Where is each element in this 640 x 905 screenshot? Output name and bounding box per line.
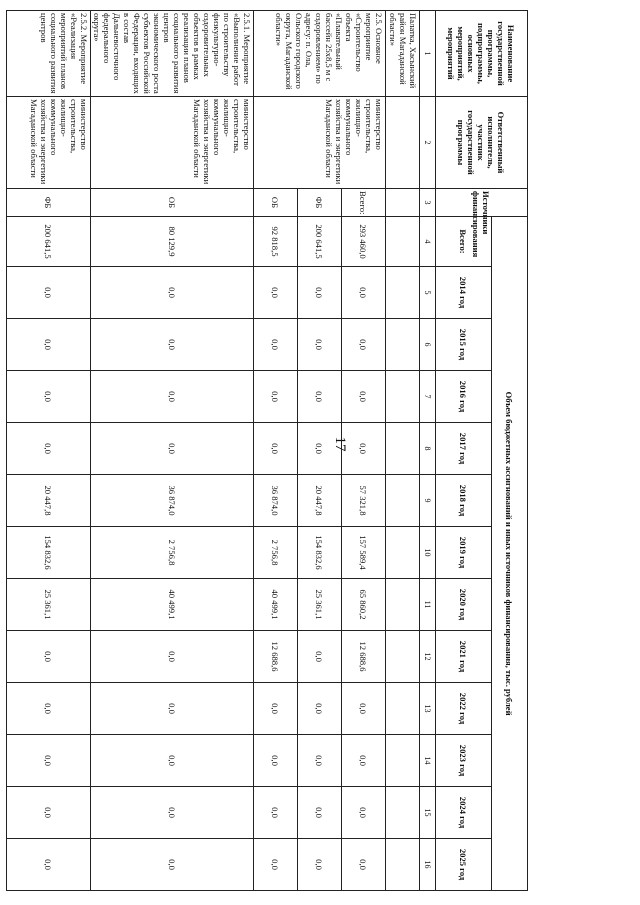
header-executor: Ответственный исполнитель, участник государственной программы — [436, 97, 528, 189]
row-value — [386, 267, 420, 319]
page-number: 17 — [332, 436, 348, 452]
row-value: 0,0 — [298, 839, 342, 891]
row-value: 0,0 — [342, 787, 386, 839]
header-year: 2021 год — [436, 631, 492, 683]
row-value: 40 499,1 — [91, 579, 254, 631]
column-index: 4 — [420, 217, 436, 267]
header-year: 2015 год — [436, 319, 492, 371]
row-executor: министерство строительства, жилищно-коммунального хозяйства и энергетики Магаданской области — [254, 97, 386, 189]
row-source: ФБ — [7, 189, 91, 217]
row-value: 12 688,6 — [254, 631, 298, 683]
row-value — [386, 527, 420, 579]
row-value — [386, 579, 420, 631]
row-value: 157 589,4 — [342, 527, 386, 579]
header-year: 2022 год — [436, 683, 492, 735]
row-name: Палатка, Хасынский район Магаданской области» — [386, 11, 420, 97]
row-value — [386, 319, 420, 371]
header-year: 2014 год — [436, 267, 492, 319]
row-total: 80 129,9 — [91, 217, 254, 267]
header-year: 2025 год — [436, 839, 492, 891]
row-value: 0,0 — [91, 839, 254, 891]
header-year: 2017 год — [436, 423, 492, 475]
row-value: 0,0 — [298, 631, 342, 683]
column-index: 1 — [420, 11, 436, 97]
row-value: 0,0 — [91, 371, 254, 423]
row-executor: министерство строительства, жилищно-коммунального хозяйства и энергетики Магаданской области — [91, 97, 254, 189]
row-value: 65 860,2 — [342, 579, 386, 631]
row-value: 0,0 — [254, 319, 298, 371]
header-year: 2018 год — [436, 475, 492, 527]
row-value: 0,0 — [91, 683, 254, 735]
row-value: 0,0 — [254, 423, 298, 475]
row-value: 0,0 — [7, 735, 91, 787]
column-index: 16 — [420, 839, 436, 891]
row-value: 0,0 — [298, 787, 342, 839]
row-value: 0,0 — [342, 839, 386, 891]
table-row — [342, 11, 386, 891]
header-year: 2016 год — [436, 371, 492, 423]
row-source: ОБ — [91, 189, 254, 217]
header-name: Наименование государственной программы, подпрограммы, основных мероприятий, мероприятий — [436, 11, 528, 97]
row-executor — [386, 97, 420, 189]
header-total: Всего: — [436, 217, 492, 267]
row-value: 0,0 — [7, 631, 91, 683]
row-value: 0,0 — [7, 267, 91, 319]
header-year: 2023 год — [436, 735, 492, 787]
column-index: 12 — [420, 631, 436, 683]
row-value: 0,0 — [91, 267, 254, 319]
row-value: 0,0 — [298, 683, 342, 735]
row-value: 40 499,1 — [254, 579, 298, 631]
row-value: 0,0 — [91, 787, 254, 839]
header-funding: Объем бюджетных ассигнований и иных источников финансирования, тыс. рублей — [492, 217, 528, 891]
row-value: 0,0 — [91, 319, 254, 371]
row-value: 0,0 — [298, 735, 342, 787]
row-value: 0,0 — [7, 839, 91, 891]
financing-table-sheet — [29, 10, 528, 890]
row-value: 0,0 — [254, 839, 298, 891]
row-value: 0,0 — [91, 631, 254, 683]
row-name: 2.5.1. Мероприятие «Выполнение работ по строительству физкультурно-оздоровительных объектов в рамках реализации планов социального развития центров экономического роста субъектов Российской Федерации, входящих в состав Дальневосточного федерального округа» — [91, 11, 254, 97]
financing-table — [6, 10, 528, 891]
row-total: 293 460,0 — [342, 217, 386, 267]
row-value: 0,0 — [342, 735, 386, 787]
row-value: 0,0 — [342, 267, 386, 319]
row-value — [386, 475, 420, 527]
row-value: 20 447,8 — [7, 475, 91, 527]
row-source: ОБ — [254, 189, 298, 217]
column-index-row — [420, 11, 436, 891]
row-value: 0,0 — [254, 787, 298, 839]
column-index: 13 — [420, 683, 436, 735]
row-value: 0,0 — [7, 683, 91, 735]
row-value — [386, 423, 420, 475]
row-value: 0,0 — [254, 371, 298, 423]
column-index: 6 — [420, 319, 436, 371]
row-source: Всего: — [342, 189, 386, 217]
row-value: 0,0 — [342, 319, 386, 371]
column-index: 11 — [420, 579, 436, 631]
table-row — [91, 11, 254, 891]
row-value: 0,0 — [91, 735, 254, 787]
row-value: 36 874,0 — [91, 475, 254, 527]
row-total: 92 818,5 — [254, 217, 298, 267]
column-index: 10 — [420, 527, 436, 579]
row-value: 0,0 — [7, 423, 91, 475]
column-index: 7 — [420, 371, 436, 423]
row-value: 0,0 — [91, 423, 254, 475]
row-value — [386, 371, 420, 423]
header-source: Источники финансирования — [436, 189, 528, 217]
header-year: 2019 год — [436, 527, 492, 579]
row-value: 0,0 — [298, 371, 342, 423]
table-row — [7, 11, 91, 891]
row-value: 20 447,8 — [298, 475, 342, 527]
column-index: 2 — [420, 97, 436, 189]
row-value: 0,0 — [7, 371, 91, 423]
row-value: 12 688,6 — [342, 631, 386, 683]
row-value: 0,0 — [7, 787, 91, 839]
row-value — [386, 787, 420, 839]
row-name: 2.5.2. Мероприятие «Реализация мероприятий планов социального развития центров — [7, 11, 91, 97]
row-name: 2.5. Основное мероприятие «Строительство объекта «Плавательный бассейн 25x8,5 м с оздоровлением» по адресу: п. Ола, Ольского городского округа, Магаданской области» — [254, 11, 386, 97]
row-value: 154 832,6 — [7, 527, 91, 579]
row-value: 0,0 — [254, 267, 298, 319]
row-value: 0,0 — [342, 423, 386, 475]
row-value: 0,0 — [254, 683, 298, 735]
row-value: 0,0 — [7, 319, 91, 371]
row-value: 0,0 — [342, 371, 386, 423]
column-index: 9 — [420, 475, 436, 527]
column-index: 14 — [420, 735, 436, 787]
row-total: 200 641,5 — [298, 217, 342, 267]
row-value: 0,0 — [298, 267, 342, 319]
row-source — [386, 189, 420, 217]
header-year: 2024 год — [436, 787, 492, 839]
row-value: 0,0 — [298, 423, 342, 475]
row-value: 0,0 — [298, 319, 342, 371]
row-value — [386, 631, 420, 683]
table-row — [386, 11, 420, 891]
row-value — [386, 839, 420, 891]
column-index: 5 — [420, 267, 436, 319]
row-value — [386, 735, 420, 787]
row-source: ФБ — [298, 189, 342, 217]
row-value: 154 832,6 — [298, 527, 342, 579]
row-value: 0,0 — [342, 683, 386, 735]
row-value: 57 321,8 — [342, 475, 386, 527]
row-value: 2 756,8 — [91, 527, 254, 579]
row-total: 200 641,5 — [7, 217, 91, 267]
row-total — [386, 217, 420, 267]
row-value: 2 756,8 — [254, 527, 298, 579]
row-value: 25 361,1 — [298, 579, 342, 631]
row-executor: министерство строительства, жилищно-коммунального хозяйства и энергетики Магаданской области — [7, 97, 91, 189]
column-index: 8 — [420, 423, 436, 475]
row-value: 36 874,0 — [254, 475, 298, 527]
column-index: 3 — [420, 189, 436, 217]
column-index: 15 — [420, 787, 436, 839]
header-year: 2020 год — [436, 579, 492, 631]
row-value — [386, 683, 420, 735]
row-value: 25 361,1 — [7, 579, 91, 631]
row-value: 0,0 — [254, 735, 298, 787]
